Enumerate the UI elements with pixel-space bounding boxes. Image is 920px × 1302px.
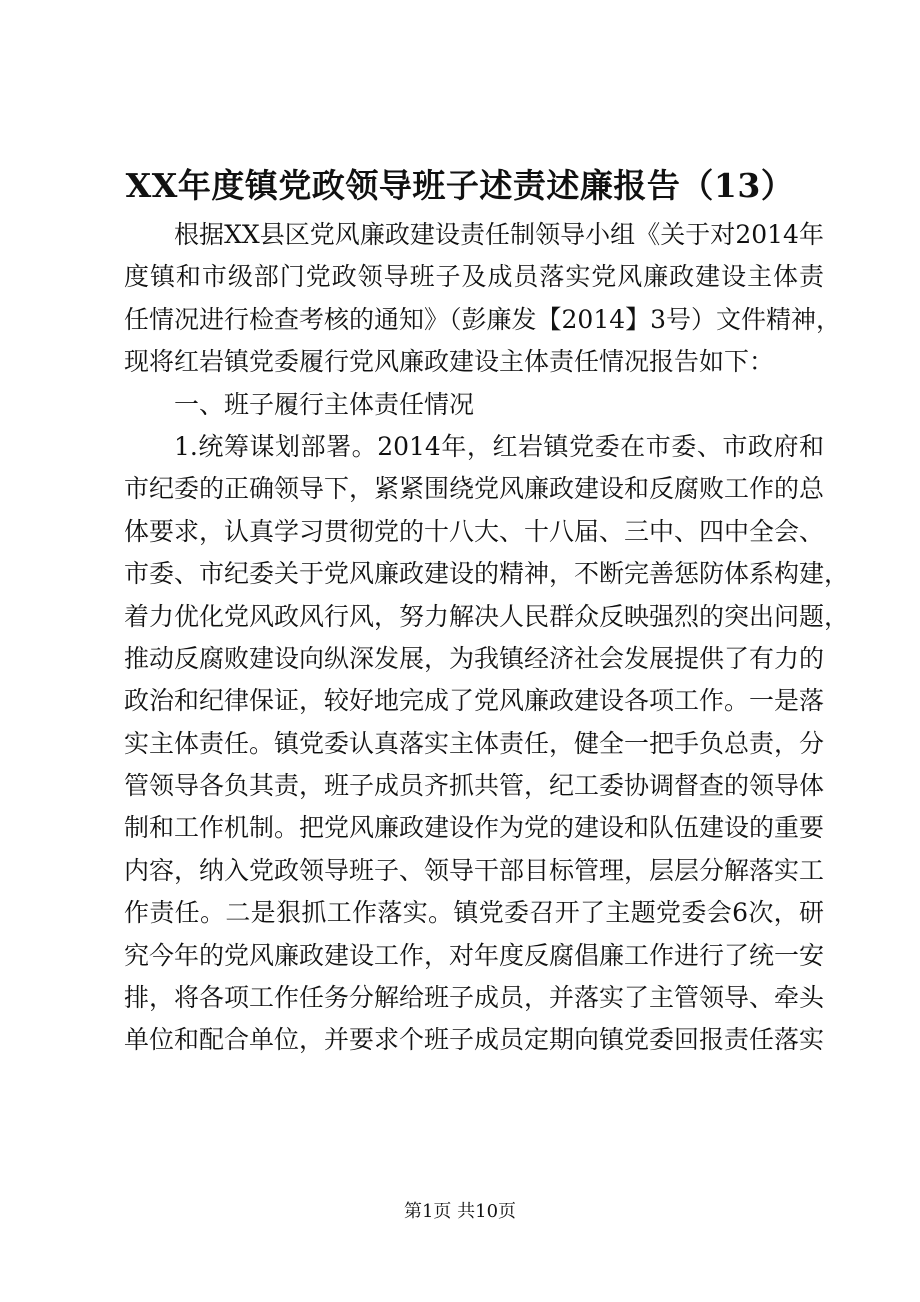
document-body — [124, 214, 850, 1062]
paragraph-line: 管领导各负其责，班子成员齐抓共管，纪工委协调督查的领导体 — [124, 771, 825, 801]
paragraph-line: 根据XX县区党风廉政建设责任制领导小组《关于对2014年 — [174, 220, 824, 249]
paragraph-line: 排，将各项工作任务分解给班子成员，并落实了主管领导、牵头 — [124, 983, 825, 1013]
paragraph-line: 现将红岩镇党委履行党风廉政建设主体责任情况报告如下： — [124, 347, 775, 377]
paragraph-line: 作责任。二是狠抓工作落实。镇党委召开了主题党委会6次，研 — [124, 898, 824, 928]
paragraph-line: 市纪委的正确领导下，紧紧围绕党风廉政建设和反腐败工作的总 — [124, 474, 825, 504]
paragraph-line: 实主体责任。镇党委认真落实主体责任，健全一把手负总责，分 — [124, 728, 825, 758]
paragraph-line: 政治和纪律保证，较好地完成了党风廉政建设各项工作。一是落 — [124, 686, 825, 716]
paragraph-line: 市委、市纪委关于党风廉政建设的精神，不断完善惩防体系构建， — [124, 559, 850, 589]
document-title: XX年度镇党政领导班子述责述廉报告（13） — [125, 166, 795, 205]
paragraph-line: 1.统筹谋划部署。2014年，红岩镇党委在市委、市政府和 — [174, 431, 824, 461]
paragraph-line: 着力优化党风政风行风，努力解决人民群众反映强烈的突出问题， — [124, 601, 850, 631]
section-heading: 一、班子履行主体责任情况 — [174, 389, 475, 419]
paragraph-line: 体要求，认真学习贯彻党的十八大、十八届、三中、四中全会、 — [124, 516, 825, 546]
paragraph-line: 任情况进行检查考核的通知》（彭廉发【2014】3号）文件精神， — [124, 304, 842, 334]
paragraph-line: 制和工作机制。把党风廉政建设作为党的建设和队伍建设的重要 — [124, 813, 825, 843]
paragraph-line: 内容，纳入党政领导班子、领导干部目标管理，层层分解落实工 — [124, 855, 825, 885]
paragraph-line: 单位和配合单位，并要求个班子成员定期向镇党委回报责任落实 — [124, 1025, 825, 1055]
page-number-footer: 第1页 共10页 — [403, 1201, 517, 1222]
paragraph-line: 究今年的党风廉政建设工作，对年度反腐倡廉工作进行了统一安 — [124, 940, 825, 970]
paragraph-line: 推动反腐败建设向纵深发展，为我镇经济社会发展提供了有力的 — [124, 643, 825, 673]
paragraph-line: 度镇和市级部门党政领导班子及成员落实党风廉政建设主体责 — [124, 262, 824, 292]
